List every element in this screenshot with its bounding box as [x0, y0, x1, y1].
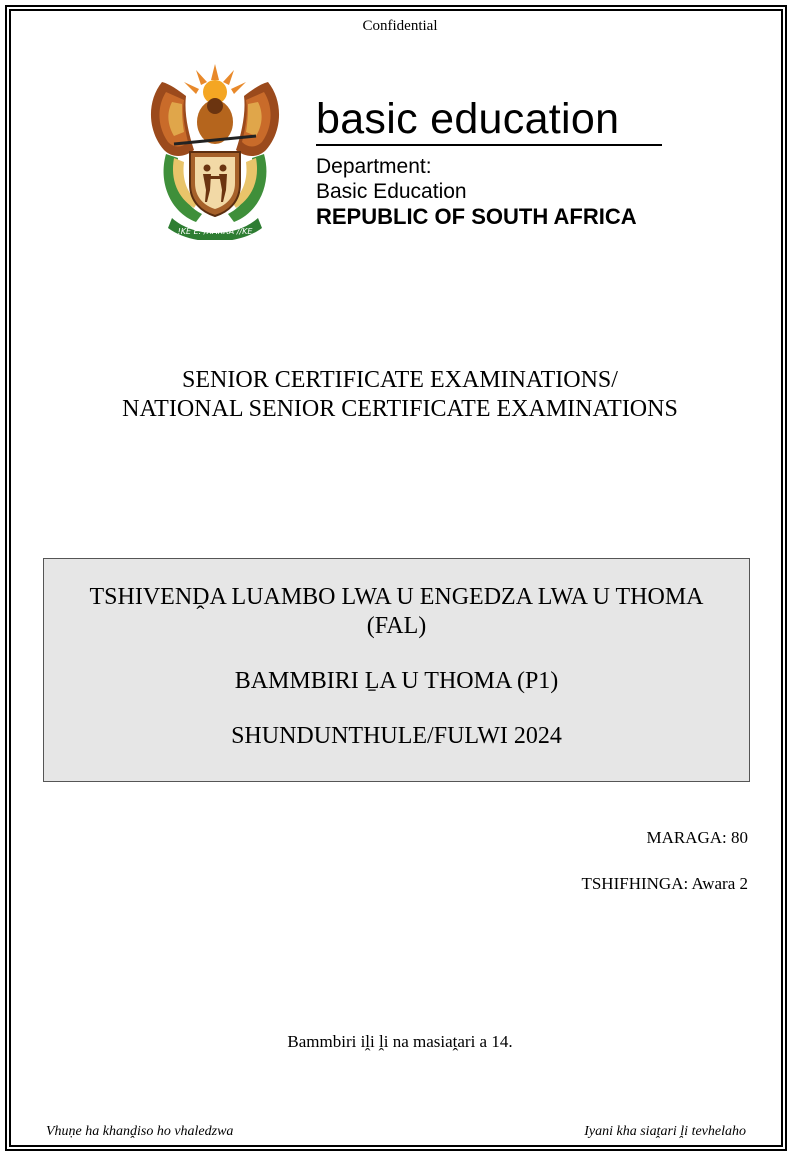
page-count-note: Bammbiri iḽi ḽi na masiaṱari a 14. [287, 1032, 513, 1051]
total-marks: MARAGA: 80 [646, 828, 748, 847]
department-branding [316, 94, 666, 229]
paper-number: BAMMBIRI ḺA U THOMA (P1) [234, 668, 559, 694]
exam-heading-line-2: NATIONAL SENIOR CERTIFICATE EXAMINATIONS [122, 396, 678, 422]
crest-motto: !KE E: /XARRA //KE [177, 227, 253, 236]
brand-country: REPUBLIC OF SOUTH AFRICA [316, 204, 637, 229]
time-allowed: TSHIFHINGA: Awara 2 [581, 874, 748, 893]
exam-heading-line-1: SENIOR CERTIFICATE EXAMINATIONS/ [182, 367, 618, 393]
subject-title-line-2: (FAL) [366, 613, 427, 639]
confidential-label: Confidential [362, 18, 438, 34]
brand-department-name: Basic Education [316, 180, 467, 203]
footer-copyright: Vhuṇe ha khanḓiso ho vhaledzwa [46, 1124, 234, 1139]
subject-title-line-1: TSHIVENḒA LUAMBO LWA U ENGEDZA LWA U THOMA [89, 584, 704, 610]
subject-title [44, 583, 749, 641]
paper-title-box [43, 558, 750, 782]
brand-department-label: Department: [316, 155, 432, 178]
brand-title: basic education [316, 94, 662, 146]
exam-heading [0, 366, 800, 424]
footer-continue: Iyani kha siaṱari ḽi tevhelaho [584, 1124, 746, 1139]
south-africa-coat-of-arms-icon [144, 62, 286, 240]
exam-session: SHUNDUNTHULE/FULWI 2024 [231, 723, 562, 749]
